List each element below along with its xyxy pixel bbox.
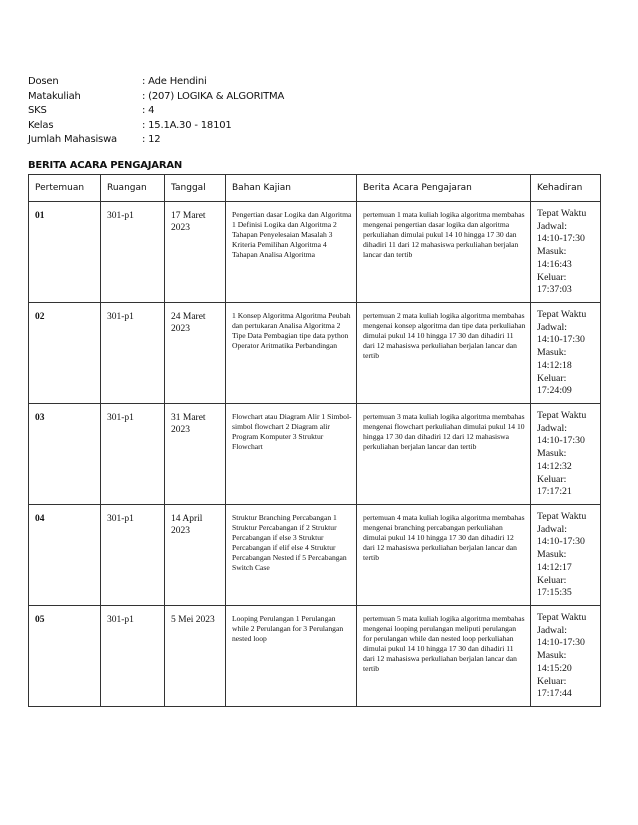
berita-acara-cell: pertemuan 2 mata kuliah logika algoritma membahas mengenai konsep algoritma dan tipe data perkuliahan dimulai pukul 14 10 hingga 17 30 dan dihadiri 11 dari 12 mahasiswa perkuliahan berjalan lancar dan tertib xyxy=(357,303,531,404)
header-ruangan: Ruangan xyxy=(101,175,165,202)
header-berita-acara: Berita Acara Pengajaran xyxy=(357,175,531,202)
table-row xyxy=(29,303,601,404)
tanggal-cell: 5 Mei 2023 xyxy=(165,606,226,707)
jadwal-value: 14:10-17:30 xyxy=(537,435,585,447)
sks-value: : 4 xyxy=(142,105,155,116)
bahan-kajian-cell: 1 Konsep Algoritma Algoritma Peubah dan pertukaran Analisa Algoritma 2 Tipe Data Pembagian tipe data python Operator Aritmatika Perbandingan xyxy=(226,303,357,404)
jadwal-label: Jadwal: xyxy=(537,321,567,333)
pertemuan-cell: 04 xyxy=(29,505,101,606)
course-info xyxy=(28,75,284,148)
bahan-kajian-cell: Looping Perulangan 1 Perulangan while 2 Perulangan for 3 Perulangan nested loop xyxy=(226,606,357,707)
kehadiran-status: Tepat Waktu xyxy=(537,511,587,522)
jadwal-value: 14:10-17:30 xyxy=(537,637,585,649)
info-row-jumlah-mahasiswa xyxy=(28,133,284,148)
jadwal-label: Jadwal: xyxy=(537,422,567,434)
keluar-value: 17:24:09 xyxy=(537,385,572,397)
jadwal-label: Jadwal: xyxy=(537,220,567,232)
kehadiran-cell xyxy=(531,303,601,404)
masuk-label: Masuk: xyxy=(537,347,567,359)
jadwal-value: 14:10-17:30 xyxy=(537,233,585,245)
kehadiran-status: Tepat Waktu xyxy=(537,612,587,623)
table-header-row xyxy=(29,175,601,202)
header-pertemuan: Pertemuan xyxy=(29,175,101,202)
kehadiran-status: Tepat Waktu xyxy=(537,208,587,219)
dosen-value: : Ade Hendini xyxy=(142,76,207,87)
ruangan-cell: 301-p1 xyxy=(101,404,165,505)
dosen-label: Dosen xyxy=(28,76,59,87)
keluar-label: Keluar: xyxy=(537,473,567,485)
matakuliah-value: : (207) LOGIKA & ALGORITMA xyxy=(142,90,285,102)
tanggal-cell: 14 April 2023 xyxy=(165,505,226,606)
matakuliah-label: Matakuliah xyxy=(28,90,81,102)
kelas-label: Kelas xyxy=(28,119,54,131)
kehadiran-status: Tepat Waktu xyxy=(537,410,587,421)
tanggal-cell: 24 Maret 2023 xyxy=(165,303,226,404)
masuk-value: 14:15:20 xyxy=(537,662,572,674)
keluar-value: 17:37:03 xyxy=(537,284,572,296)
kehadiran-status: Tepat Waktu xyxy=(537,309,587,320)
kehadiran-cell xyxy=(531,404,601,505)
jadwal-value: 14:10-17:30 xyxy=(537,536,585,548)
pertemuan-cell: 02 xyxy=(29,303,101,404)
teaching-report-table xyxy=(28,174,601,707)
sks-label: SKS xyxy=(28,105,47,116)
tanggal-cell: 17 Maret 2023 xyxy=(165,202,226,303)
masuk-value: 14:16:43 xyxy=(537,258,572,270)
kelas-value: : 15.1A.30 - 18101 xyxy=(142,119,232,131)
bahan-kajian-cell: Pengertian dasar Logika dan Algoritma 1 Definisi Logika dan Algoritma 2 Tahapan Penyelesaian Masalah 3 Kriteria Pemilihan Algoritma 4 Tahapan Analisa Algoritma xyxy=(226,202,357,303)
jumlah-mahasiswa-label: Jumlah Mahasiswa xyxy=(28,134,117,145)
keluar-value: 17:17:44 xyxy=(537,688,572,700)
kehadiran-cell xyxy=(531,606,601,707)
berita-acara-cell: pertemuan 4 mata kuliah logika algoritma membahas mengenai branching percabangan perkuliahan dimulai pukul 14 10 hingga 17 30 dan dihadiri 12 dari 12 mahasiswa perkuliahan berjalan lancar dan tertib xyxy=(357,505,531,606)
masuk-label: Masuk: xyxy=(537,549,567,561)
jadwal-label: Jadwal: xyxy=(537,523,567,535)
bahan-kajian-cell: Struktur Branching Percabangan 1 Struktur Percabangan if 2 Struktur Percabangan if else 3 Struktur Percabangan if elif else 4 Struktur Percabangan Nested if 5 Percabangan Switch Case xyxy=(226,505,357,606)
keluar-label: Keluar: xyxy=(537,574,567,586)
jadwal-value: 14:10-17:30 xyxy=(537,334,585,346)
masuk-label: Masuk: xyxy=(537,246,567,258)
ruangan-cell: 301-p1 xyxy=(101,303,165,404)
kehadiran-cell xyxy=(531,505,601,606)
pertemuan-cell: 05 xyxy=(29,606,101,707)
keluar-value: 17:15:35 xyxy=(537,587,572,599)
ruangan-cell: 301-p1 xyxy=(101,606,165,707)
berita-acara-cell: pertemuan 1 mata kuliah logika algoritma membahas mengenai pengertian dasar logika dan algoritma perkuliahan dimulai pukul 14 10 hingga 17 30 dan dihadiri 11 dari 12 mahasiswa perkuliahan berjalan lancar dan tertib xyxy=(357,202,531,303)
table-row xyxy=(29,404,601,505)
bahan-kajian-cell: Flowchart atau Diagram Alir 1 Simbol-simbol flowchart 2 Diagram alir Program Komputer 3 Struktur Flowchart xyxy=(226,404,357,505)
masuk-value: 14:12:18 xyxy=(537,359,572,371)
keluar-label: Keluar: xyxy=(537,372,567,384)
masuk-label: Masuk: xyxy=(537,448,567,460)
ruangan-cell: 301-p1 xyxy=(101,505,165,606)
tanggal-cell: 31 Maret 2023 xyxy=(165,404,226,505)
kehadiran-cell xyxy=(531,202,601,303)
section-title: BERITA ACARA PENGAJARAN xyxy=(28,160,183,171)
info-row-kelas xyxy=(28,119,284,134)
info-row-sks xyxy=(28,104,284,119)
table-row xyxy=(29,606,601,707)
berita-acara-cell: pertemuan 5 mata kuliah logika algoritma membahas mengenai looping perulangan meliputi perulangan for perulangan while dan nested loop perkuliahan dimulai pukul 14 10 hingga 17 30 dan dihadiri 11 dari 12 mahasiswa perkuliahan berjalan lancar dan tertib xyxy=(357,606,531,707)
pertemuan-cell: 01 xyxy=(29,202,101,303)
jadwal-label: Jadwal: xyxy=(537,624,567,636)
ruangan-cell: 301-p1 xyxy=(101,202,165,303)
header-tanggal: Tanggal xyxy=(165,175,226,202)
berita-acara-cell: pertemuan 3 mata kuliah logika algoritma membahas mengenai flowchart perkuliahan dimulai pukul 14 10 hingga 17 30 dan dihadiri 12 dari 12 mahasiswa perkuliahan berjalan lancar dan tertib xyxy=(357,404,531,505)
masuk-label: Masuk: xyxy=(537,650,567,662)
header-bahan-kajian: Bahan Kajian xyxy=(226,175,357,202)
info-row-matakuliah xyxy=(28,90,284,105)
keluar-value: 17:17:21 xyxy=(537,486,572,498)
masuk-value: 14:12:17 xyxy=(537,561,572,573)
keluar-label: Keluar: xyxy=(537,271,567,283)
masuk-value: 14:12:32 xyxy=(537,460,572,472)
pertemuan-cell: 03 xyxy=(29,404,101,505)
header-kehadiran: Kehadiran xyxy=(531,175,601,202)
table-row xyxy=(29,505,601,606)
table-row xyxy=(29,202,601,303)
jumlah-mahasiswa-value: : 12 xyxy=(142,134,161,145)
keluar-label: Keluar: xyxy=(537,675,567,687)
info-row-dosen xyxy=(28,75,284,90)
